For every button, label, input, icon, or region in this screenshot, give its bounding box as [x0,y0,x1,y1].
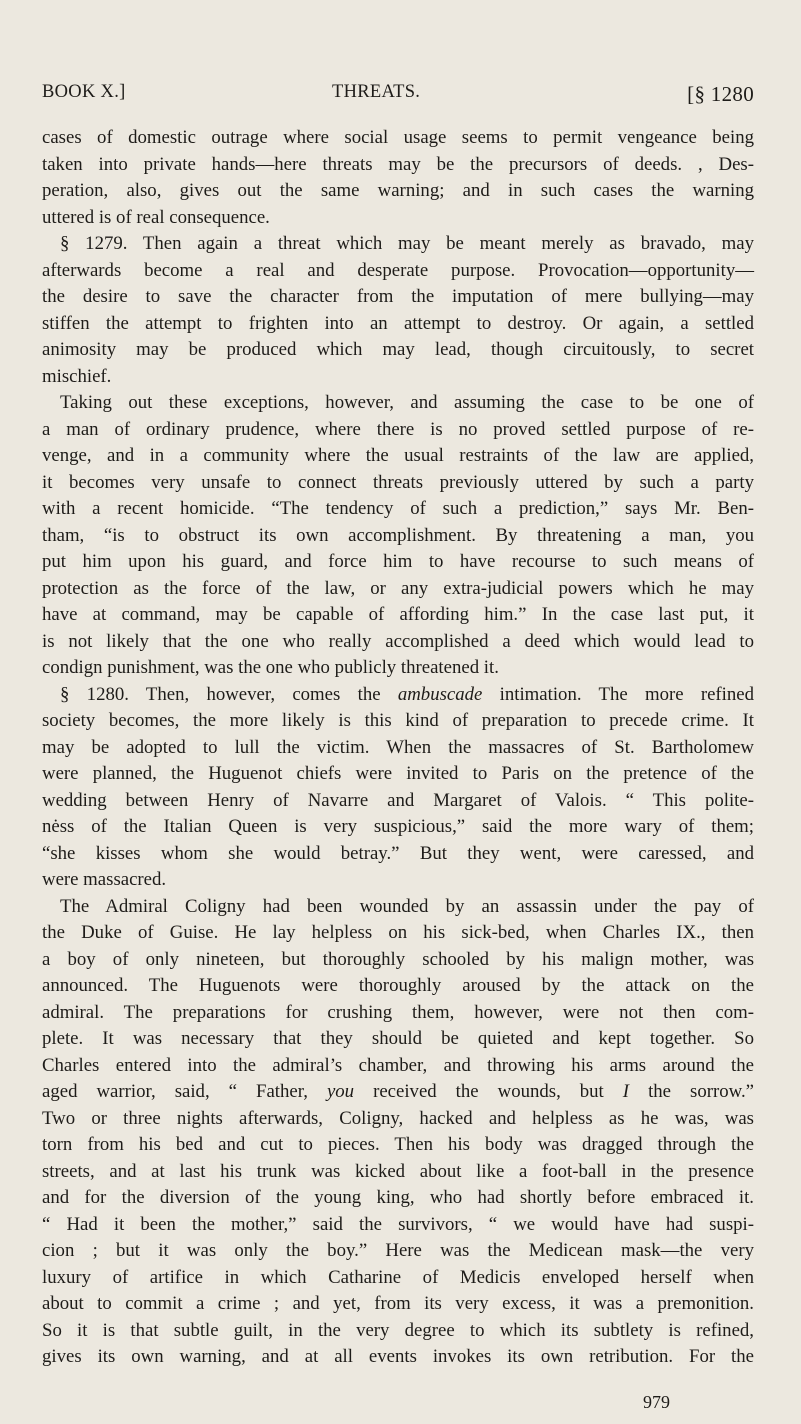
line-text: the sorrow.” [629,1081,755,1102]
line-text: taken into private hands—here threats may be the precursors of deeds. , Des- [42,153,754,175]
italic-text: you [326,1081,355,1102]
text-line [42,152,754,179]
line-text: put him upon his guard, and force him to have recourse to such means of [42,551,754,572]
text-line [42,364,754,391]
text-line [42,1344,754,1371]
text-line [42,655,754,682]
text-line [42,920,754,947]
header-section: [§ 1280 [687,82,754,106]
text-line [42,947,754,974]
line-text: Taking out these exceptions, however, and assuming the case to be one of [60,392,754,413]
page-number: 979 [643,1392,670,1412]
text-line [42,761,754,788]
text-line [42,1291,754,1318]
text-line [42,602,754,629]
text-line [42,814,754,841]
text-line [42,1238,754,1265]
header-title: THREATS. [332,82,421,102]
text-line [42,125,754,152]
line-text: a man of ordinary prudence, where there is no proved settled purpose of re- [42,418,754,440]
text-line [42,1159,754,1186]
line-text: gives its own warning, and at all events invokes its own retribution. For the [42,1346,754,1367]
line-text: a boy of only nineteen, but thoroughly schooled by his malign mother, was [42,948,754,970]
line-text: with a recent homicide. “The tendency of such a prediction,” says Mr. Ben- [42,498,754,519]
text-line [42,311,754,338]
header-book: BOOK X.] [42,82,126,102]
text-line [42,390,754,417]
line-text: it becomes very unsafe to connect threats previously uttered by such a party [42,471,754,493]
line-text: were planned, the Huguenot chiefs were invited to Paris on the pretence of the [42,763,754,784]
text-line [42,1053,754,1080]
line-text: tham, “is to obstruct its own accomplishment. By threatening a man, you [42,524,754,546]
text-line [42,1026,754,1053]
line-text: society becomes, the more likely is this kind of preparation to precede crime. It [42,710,754,731]
text-line [42,894,754,921]
italic-text: ambuscade [397,683,483,705]
text-line [42,417,754,444]
text-line [42,629,754,656]
text-line [42,735,754,762]
line-text: cases of domestic outrage where social usage seems to permit vengeance being [42,127,754,148]
line-text: intimation. The more refined [482,683,755,705]
line-text: the Duke of Guise. He lay helpless on his sick-bed, when Charles IX., then [42,922,754,943]
line-text: have at command, may be capable of affording him.” In the case last put, it [42,604,754,625]
body-text [42,125,754,1371]
text-line [42,1265,754,1292]
text-line [42,1132,754,1159]
text-line [42,788,754,815]
line-text: afterwards become a real and desperate purpose. Provocation—opportunity— [42,259,754,281]
text-line [42,523,754,550]
line-text: Charles entered into the admiral’s chamber, and throwing his arms around the [42,1054,754,1076]
line-text: Two or three nights afterwards, Coligny, hacked and helpless as he was, was [42,1107,754,1129]
line-text: uttered is of real consequence. [42,206,270,228]
line-text: mischief. [42,365,112,387]
running-header [42,82,754,110]
line-text: the desire to save the character from the imputation of mere bullying—may [42,286,754,307]
line-text: protection as the force of the law, or any extra-judicial powers which he may [42,577,754,599]
line-text: wedding between Henry of Navarre and Margaret of Valois. “ This polite- [42,789,754,811]
text-line [42,708,754,735]
text-line [42,284,754,311]
line-text: aged warrior, said, “ Father, [42,1081,327,1102]
line-text: condign punishment, was the one who publicly threatened it. [42,657,499,678]
line-text: cion ; but it was only the boy.” Here was the Medicean mask—the very [42,1240,754,1261]
text-line [42,231,754,258]
text-line [42,682,754,709]
line-text: “she kisses whom she would betray.” But they went, were caressed, and [42,842,754,864]
line-text: received the wounds, but [354,1081,623,1102]
text-line [42,1185,754,1212]
line-text: venge, and in a community where the usual restraints of the law are applied, [42,445,754,466]
text-line [42,841,754,868]
line-text: were massacred. [42,869,167,890]
text-line [42,258,754,285]
text-line [42,1000,754,1027]
line-text: streets, and at last his trunk was kicked about like a foot-ball in the presence [42,1160,754,1182]
text-line [42,973,754,1000]
text-line [42,443,754,470]
line-text: nėss of the Italian Queen is very suspicious,” said the more wary of them; [42,816,754,837]
text-line [42,205,754,232]
italic-text: I [622,1081,630,1102]
text-line [42,1318,754,1345]
text-line [42,576,754,603]
line-text: plete. It was necessary that they should be quieted and kept together. So [42,1028,754,1049]
text-line [42,470,754,497]
text-line [42,1079,754,1106]
line-text: “ Had it been the mother,” said the survivors, “ we would have had suspi- [42,1213,754,1235]
text-line [42,1212,754,1239]
text-line [42,337,754,364]
line-text: may be adopted to lull the victim. When the massacres of St. Bartholomew [42,736,754,758]
line-text: § 1280. Then, however, comes the [60,683,398,705]
text-line [42,549,754,576]
text-line [42,178,754,205]
text-line [42,867,754,894]
line-text: luxury of artifice in which Catharine of Medicis enveloped herself when [42,1266,754,1288]
line-text: about to commit a crime ; and yet, from its very excess, it was a premonition. [42,1293,754,1314]
line-text: announced. The Huguenots were thoroughly aroused by the attack on the [42,975,754,996]
line-text: admiral. The preparations for crushing them, however, were not then com- [42,1001,754,1023]
line-text: The Admiral Coligny had been wounded by an assassin under the pay of [60,895,754,917]
line-text: peration, also, gives out the same warning; and in such cases the warning [42,180,754,201]
line-text: So it is that subtle guilt, in the very degree to which its subtlety is refined, [42,1319,754,1341]
line-text: is not likely that the one who really accomplished a deed which would lead to [42,630,754,652]
line-text: torn from his bed and cut to pieces. Then his body was dragged through the [42,1134,754,1155]
text-line [42,496,754,523]
line-text: animosity may be produced which may lead, though circuitously, to secret [42,339,754,360]
line-text: stiffen the attempt to frighten into an attempt to destroy. Or again, a settled [42,312,754,334]
text-line [42,1106,754,1133]
line-text: § 1279. Then again a threat which may be meant merely as bravado, may [60,233,754,254]
line-text: and for the diversion of the young king, who had shortly before embraced it. [42,1187,754,1208]
